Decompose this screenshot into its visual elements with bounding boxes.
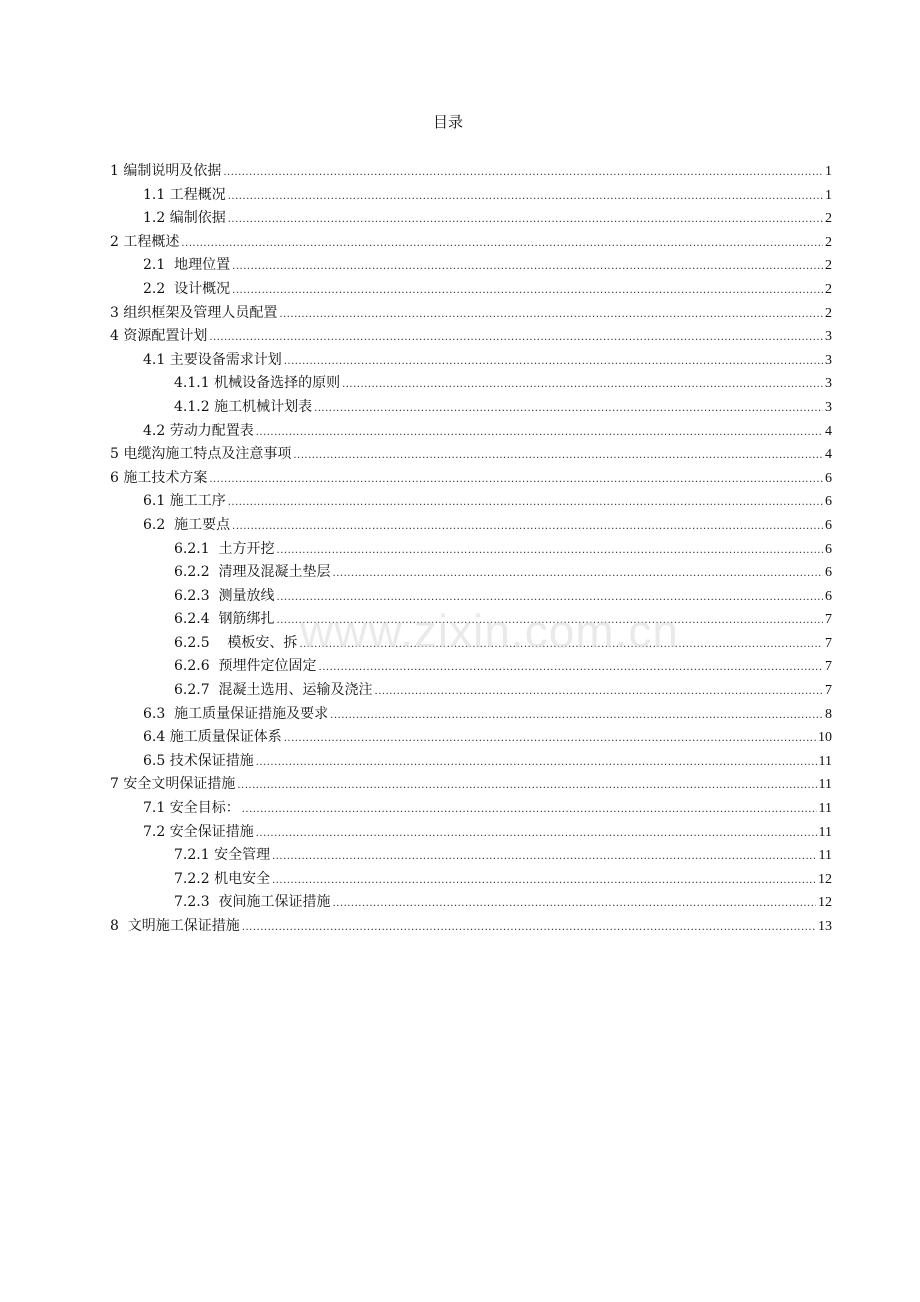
toc-entry-page: 6 bbox=[825, 470, 832, 486]
toc-entry[interactable] bbox=[110, 278, 832, 302]
dot-leader bbox=[232, 255, 823, 279]
toc-entry-label: 7.2 安全保证措施 bbox=[143, 823, 254, 840]
toc-entry-page: 12 bbox=[818, 895, 832, 911]
dot-leader bbox=[237, 774, 816, 798]
toc-entry-label: 5 电缆沟施工特点及注意事项 bbox=[110, 446, 292, 463]
dot-leader bbox=[256, 822, 817, 846]
toc-entry[interactable] bbox=[110, 561, 832, 585]
toc-entry-page: 7 bbox=[825, 612, 832, 628]
toc-entry-page: 3 bbox=[825, 329, 832, 345]
toc-entry-label: 1.2 编制依据 bbox=[143, 210, 226, 227]
toc-entry-label: 1 编制说明及依据 bbox=[110, 163, 222, 179]
dot-leader bbox=[181, 232, 823, 256]
toc-entry-label: 4.1.2 施工机械计划表 bbox=[174, 398, 313, 415]
toc-entry[interactable] bbox=[110, 231, 832, 255]
toc-entry[interactable] bbox=[110, 372, 832, 396]
toc-entry-page: 2 bbox=[825, 305, 832, 321]
toc-entry-page: 1 bbox=[825, 164, 832, 179]
toc-entry[interactable] bbox=[110, 750, 832, 774]
toc-entry[interactable] bbox=[110, 443, 832, 467]
toc-entry[interactable] bbox=[110, 396, 832, 420]
dot-leader bbox=[277, 539, 823, 563]
toc-entry-label: 6.2.1 土方开挖 bbox=[174, 540, 275, 557]
toc-entry-label: 6.2.2 清理及混凝土垫层 bbox=[174, 564, 331, 581]
toc-entry[interactable] bbox=[110, 679, 832, 703]
dot-leader bbox=[228, 491, 823, 515]
toc-entry[interactable] bbox=[110, 632, 832, 656]
dot-leader bbox=[277, 586, 823, 610]
toc-entry-page: 3 bbox=[825, 399, 832, 415]
dot-leader bbox=[209, 326, 823, 350]
toc-entry-page: 11 bbox=[818, 824, 832, 840]
dot-leader bbox=[333, 562, 823, 586]
toc-entry[interactable] bbox=[110, 184, 832, 208]
toc-entry-label: 8 文明施工保证措施 bbox=[110, 918, 240, 934]
dot-leader bbox=[228, 208, 823, 232]
toc-entry-label: 7.2.1 安全管理 bbox=[174, 847, 271, 864]
dot-leader bbox=[272, 845, 816, 869]
toc-entry-page: 7 bbox=[825, 659, 832, 675]
toc-entry[interactable] bbox=[110, 773, 832, 797]
toc-entry-label: 6.2.4 钢筋绑扎 bbox=[174, 611, 275, 628]
toc-entry-page: 7 bbox=[825, 683, 832, 699]
toc-entry-page: 13 bbox=[818, 919, 832, 934]
toc-entry-label: 4.2 劳动力配置表 bbox=[143, 422, 254, 439]
toc-entry-label: 3 组织框架及管理人员配置 bbox=[110, 304, 278, 321]
toc-entry[interactable] bbox=[110, 891, 832, 915]
dot-leader bbox=[375, 680, 823, 704]
toc-entry[interactable] bbox=[110, 915, 832, 939]
toc-entry-page: 11 bbox=[818, 777, 832, 793]
toc-entry[interactable] bbox=[110, 655, 832, 679]
toc-entry-label: 2 工程概述 bbox=[110, 233, 180, 250]
toc-entry-label: 4.1.1 机械设备选择的原则 bbox=[174, 375, 341, 392]
toc-entry[interactable] bbox=[110, 514, 832, 538]
dot-leader bbox=[319, 656, 823, 680]
toc-entry-page: 7 bbox=[825, 635, 832, 651]
toc-entry-page: 2 bbox=[825, 211, 832, 227]
toc-entry[interactable] bbox=[110, 821, 832, 845]
toc-entry-label: 6.5 技术保证措施 bbox=[143, 752, 254, 769]
toc-entry[interactable] bbox=[110, 420, 832, 444]
toc-entry[interactable] bbox=[110, 844, 832, 868]
toc-entry-label: 6.2.6 预埋件定位固定 bbox=[174, 658, 317, 675]
dot-leader bbox=[333, 892, 816, 916]
dot-leader bbox=[314, 397, 823, 421]
toc-entry[interactable] bbox=[110, 703, 832, 727]
dot-leader bbox=[330, 704, 823, 728]
dot-leader bbox=[284, 350, 823, 374]
toc-entry-label: 7 安全文明保证措施 bbox=[110, 776, 236, 793]
toc-entry[interactable] bbox=[110, 726, 832, 750]
toc-entry-page: 12 bbox=[818, 871, 832, 887]
toc-entry-page: 6 bbox=[825, 588, 832, 604]
toc-entry[interactable] bbox=[110, 325, 832, 349]
toc-entry-page: 6 bbox=[825, 494, 832, 510]
dot-leader bbox=[279, 303, 823, 327]
dot-leader bbox=[232, 515, 823, 539]
dot-leader bbox=[228, 185, 823, 209]
toc-entry-label: 4.1 主要设备需求计划 bbox=[143, 351, 282, 368]
toc-entry-page: 6 bbox=[825, 565, 832, 581]
toc-entry-label: 7.1 安全目标： bbox=[143, 800, 240, 817]
toc-entry-label: 6 施工技术方案 bbox=[110, 469, 208, 486]
dot-leader bbox=[272, 869, 816, 893]
toc-entry[interactable] bbox=[110, 797, 832, 821]
dot-leader bbox=[223, 161, 823, 185]
toc-entry-page: 4 bbox=[825, 423, 832, 439]
toc-entry-label: 6.2 施工要点 bbox=[143, 516, 231, 533]
toc-entry-page: 11 bbox=[818, 848, 832, 864]
dot-leader bbox=[232, 279, 823, 303]
toc-entry[interactable] bbox=[110, 207, 832, 231]
toc-entry-label: 6.2.3 测量放线 bbox=[174, 587, 275, 604]
toc-entry-page: 2 bbox=[825, 281, 832, 297]
toc-entry-label: 6.1 施工工序 bbox=[143, 493, 226, 510]
dot-leader bbox=[256, 421, 823, 445]
watermark: www.zixin.com.cn bbox=[300, 605, 679, 657]
toc-entry-label: 6.3 施工质量保证措施及要求 bbox=[143, 705, 329, 722]
toc-entry[interactable] bbox=[110, 608, 832, 632]
dot-leader bbox=[284, 727, 816, 751]
toc-entry[interactable] bbox=[110, 302, 832, 326]
toc-entry[interactable] bbox=[110, 160, 832, 184]
dot-leader bbox=[242, 798, 817, 822]
toc-entry-label: 2.2 设计概况 bbox=[143, 280, 231, 297]
toc-entry-label: 6.2.7 混凝土选用、运输及浇注 bbox=[174, 682, 373, 699]
toc-entry-label: 4 资源配置计划 bbox=[110, 328, 208, 345]
toc-entry-label: 7.2.2 机电安全 bbox=[174, 870, 271, 887]
dot-leader bbox=[293, 444, 823, 468]
toc-entry[interactable] bbox=[110, 349, 832, 373]
toc-entry[interactable] bbox=[110, 538, 832, 562]
toc-title: 目录 bbox=[432, 113, 463, 131]
dot-leader bbox=[242, 916, 816, 940]
toc-entry-page: 6 bbox=[825, 541, 832, 557]
dot-leader bbox=[256, 751, 817, 775]
dot-leader bbox=[277, 609, 823, 633]
toc-entry-label: 6.4 施工质量保证体系 bbox=[143, 729, 282, 746]
toc-entry-page: 6 bbox=[825, 517, 832, 533]
toc-entry[interactable] bbox=[110, 490, 832, 514]
toc-entry-page: 3 bbox=[825, 352, 832, 368]
toc-list bbox=[110, 160, 832, 939]
toc-entry-label: 7.2.3 夜间施工保证措施 bbox=[174, 894, 331, 911]
toc-entry-page: 10 bbox=[818, 730, 832, 746]
toc-entry-page: 2 bbox=[825, 258, 832, 274]
toc-entry-label: 2.1 地理位置 bbox=[143, 257, 231, 274]
toc-entry-page: 4 bbox=[825, 447, 832, 463]
toc-entry-label: 6.2.5 模板安、拆 bbox=[174, 634, 298, 651]
toc-entry[interactable] bbox=[110, 467, 832, 491]
toc-entry-page: 2 bbox=[825, 234, 832, 250]
dot-leader bbox=[209, 468, 823, 492]
toc-entry-label: 1.1 工程概况 bbox=[143, 186, 226, 203]
toc-entry-page: 11 bbox=[818, 801, 832, 817]
toc-entry[interactable] bbox=[110, 868, 832, 892]
dot-leader bbox=[299, 633, 823, 657]
toc-entry-page: 11 bbox=[818, 753, 832, 769]
toc-entry-page: 1 bbox=[825, 187, 832, 203]
toc-entry-page: 3 bbox=[825, 376, 832, 392]
dot-leader bbox=[342, 373, 823, 397]
toc-entry-page: 8 bbox=[825, 706, 832, 722]
toc-entry[interactable] bbox=[110, 254, 832, 278]
toc-entry[interactable] bbox=[110, 585, 832, 609]
